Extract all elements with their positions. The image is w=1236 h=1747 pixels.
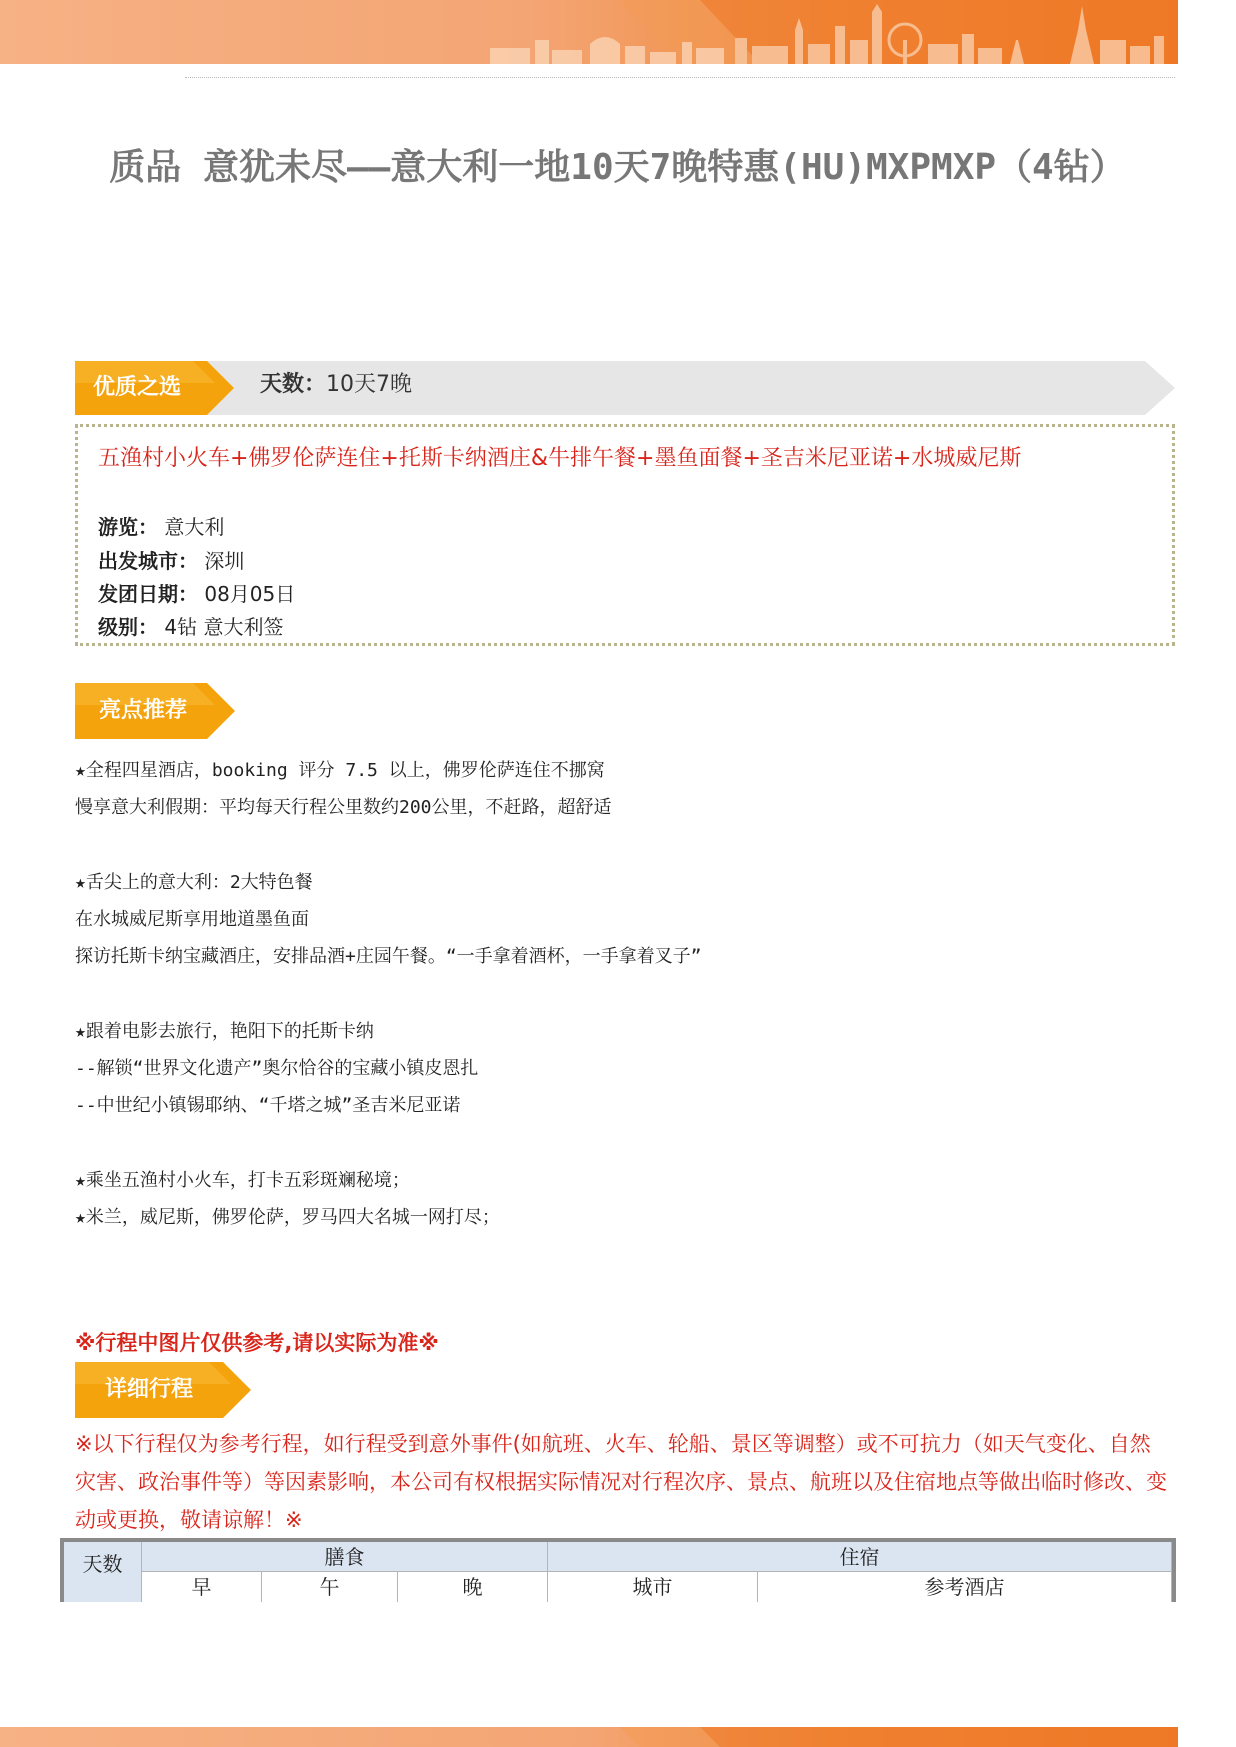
table-header-hotel: 参考酒店 — [758, 1572, 1172, 1602]
summary-tab-label: 优质之选 — [93, 375, 182, 400]
days-key: 天数： — [260, 372, 327, 397]
summary-tab-shape — [75, 361, 1175, 415]
highlight-line: 探访托斯卡纳宝藏酒庄，安排品酒+庄园午餐。“一手拿着酒杯，一手拿着叉子” — [75, 946, 702, 967]
days-row — [260, 360, 412, 410]
info-value: 08月05日 — [204, 582, 296, 606]
table-header-days: 天数 — [64, 1542, 142, 1602]
info-line-departure-date — [98, 578, 295, 607]
highlights-tab-label: 亮点推荐 — [99, 698, 188, 723]
summary-tab-bar — [75, 361, 1175, 415]
table-header-lodging: 住宿 — [548, 1542, 1172, 1572]
info-key: 级别： — [98, 615, 158, 639]
info-key: 出发城市： — [98, 549, 198, 573]
info-line-departure-city — [98, 545, 244, 574]
table-header-meals: 膳食 — [142, 1542, 548, 1572]
info-key: 发团日期： — [98, 582, 198, 606]
header-banner — [0, 0, 1178, 64]
footer-stripe — [0, 1727, 1178, 1747]
table-header-city: 城市 — [548, 1572, 758, 1602]
itinerary-tab-label: 详细行程 — [105, 1377, 194, 1402]
skyline-illustration — [0, 0, 1178, 64]
highlight-line: ★米兰，威尼斯，佛罗伦萨，罗马四大名城一网打尽； — [75, 1207, 500, 1228]
highlight-line: ★全程四星酒店，booking 评分 7.5 以上，佛罗伦萨连住不挪窝 — [75, 760, 605, 781]
header-divider — [185, 77, 1175, 78]
summary-info-box — [75, 424, 1175, 646]
table-header-lunch: 午 — [262, 1572, 398, 1602]
highlight-line: ★乘坐五渔村小火车，打卡五彩斑斓秘境； — [75, 1170, 410, 1191]
info-key: 游览： — [98, 515, 158, 539]
page-title: 质品 意犹未尽——意大利一地10天7晚特惠(HU)MXPMXP（4钻） — [109, 147, 1126, 188]
photo-note: ※行程中图片仅供参考,请以实际为准※ — [75, 1331, 439, 1355]
highlight-line: 在水城威尼斯享用地道墨鱼面 — [75, 909, 309, 930]
info-value: 深圳 — [204, 549, 245, 573]
features-line: 五渔村小火车+佛罗伦萨连住+托斯卡纳酒庄&牛排午餐+墨鱼面餐+圣吉米尼亚诺+水城威尼斯 — [98, 446, 1022, 471]
highlight-line: ★跟着电影去旅行，艳阳下的托斯卡纳 — [75, 1021, 374, 1042]
highlight-line: --中世纪小镇锡耶纳、“千塔之城”圣吉米尼亚诺 — [75, 1095, 461, 1116]
info-line-tour — [98, 511, 224, 540]
table-header-dinner: 晚 — [398, 1572, 548, 1602]
highlight-line: --解锁“世界文化遗产”奥尔恰谷的宝藏小镇皮恩扎 — [75, 1058, 479, 1079]
info-value: 意大利 — [164, 515, 225, 539]
days-value: 10天7晚 — [326, 372, 413, 397]
itinerary-disclaimer: ※以下行程仅为参考行程，如行程受到意外事件(如航班、火车、轮船、景区等调整）或不可抗力（如天气变化、自然灾害、政治事件等）等因素影响，本公司有权根据实际情况对行程次序、景点、航班以及住宿地点等做出临时修改、变动或更换，敬请谅解！※ — [75, 1432, 1167, 1532]
highlight-line: 慢享意大利假期：平均每天行程公里数约200公里，不赶路，超舒适 — [75, 797, 612, 818]
footer-bar — [0, 1727, 1178, 1747]
itinerary-tab — [75, 1362, 251, 1416]
table-header-breakfast: 早 — [142, 1572, 262, 1602]
info-value: 4钻 意大利签 — [164, 615, 284, 639]
highlights-tab — [75, 683, 235, 737]
itinerary-table — [60, 1538, 1176, 1602]
info-line-level — [98, 611, 283, 640]
highlight-line: ★舌尖上的意大利：2大特色餐 — [75, 872, 313, 893]
